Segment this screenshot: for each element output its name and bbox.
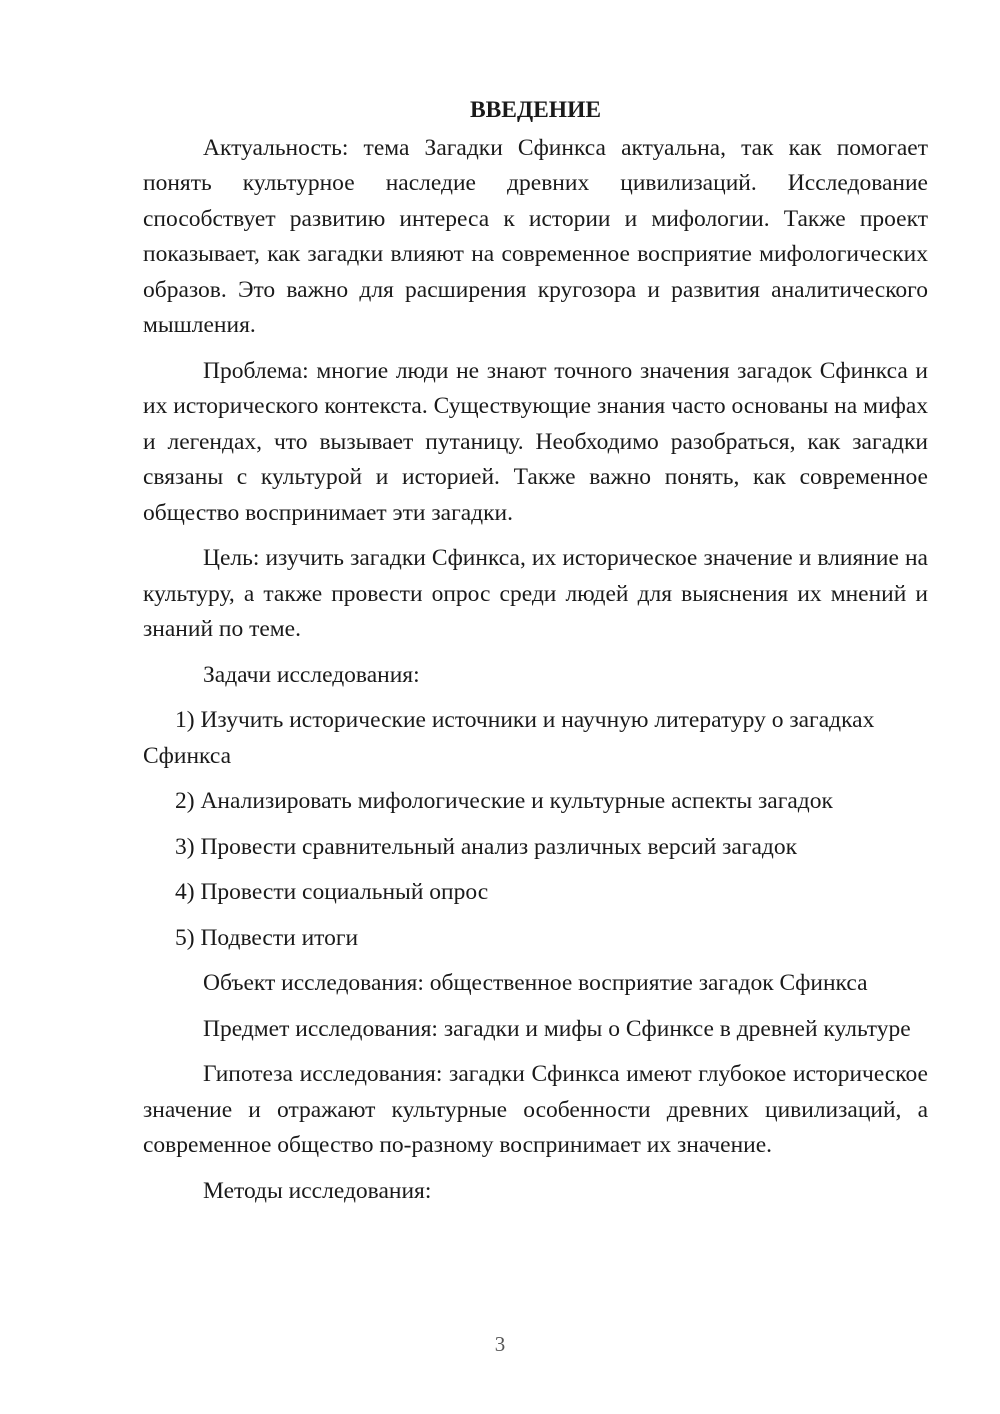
section-heading: ВВЕДЕНИЕ	[469, 97, 602, 123]
hypothesis-paragraph: Гипотеза исследования: загадки Сфинкса имеют глубокое историческое значение и отражают культурные особенности древних цивилизаций, а современное общество по-разному воспринимает их значение.	[143, 1061, 928, 1158]
goal-paragraph: Цель: изучить загадки Сфинкса, их историческое значение и влияние на культуру, а также провести опрос среди людей для выяснения их мнений и знаний по теме.	[143, 545, 928, 642]
task-item: 5) Подвести итоги	[175, 924, 359, 951]
methods-title: Методы исследования:	[203, 1177, 432, 1204]
page-number: 3	[494, 1332, 506, 1356]
tasks-title: Задачи исследования:	[203, 661, 420, 688]
task-item: 2) Анализировать мифологические и культурные аспекты загадок	[175, 788, 833, 814]
task-item: 1) Изучить исторические источники и научную литературу о загадках Сфинкса	[143, 707, 875, 769]
relevance-paragraph: Актуальность: тема Загадки Сфинкса актуальна, так как помогает понять культурное наследие древних цивилизаций. Исследование способствует развитию интереса к истории и мифологии. Также проект показывает, как загадки влияют на современное восприятие мифологических образов. Это важно для расширения кругозора и развития аналитического мышления.	[143, 134, 928, 338]
subject-paragraph: Предмет исследования: загадки и мифы о Сфинксе в древней культуре	[203, 1015, 911, 1042]
tasks-list	[143, 703, 928, 956]
task-item: 4) Провести социальный опрос	[175, 879, 489, 905]
problem-paragraph: Проблема: многие люди не знают точного значения загадок Сфинкса и их исторического контекста. Существующие знания часто основаны на мифах и легендах, что вызывает путаницу. Необходимо разобраться, как загадки связаны с культурой и историей. Также важно понять, как современное общество воспринимает эти загадки.	[143, 357, 928, 526]
object-paragraph: Объект исследования: общественное восприятие загадок Сфинкса	[203, 970, 868, 996]
page-content	[143, 93, 928, 1219]
task-item: 3) Провести сравнительный анализ различных версий загадок	[175, 833, 798, 860]
